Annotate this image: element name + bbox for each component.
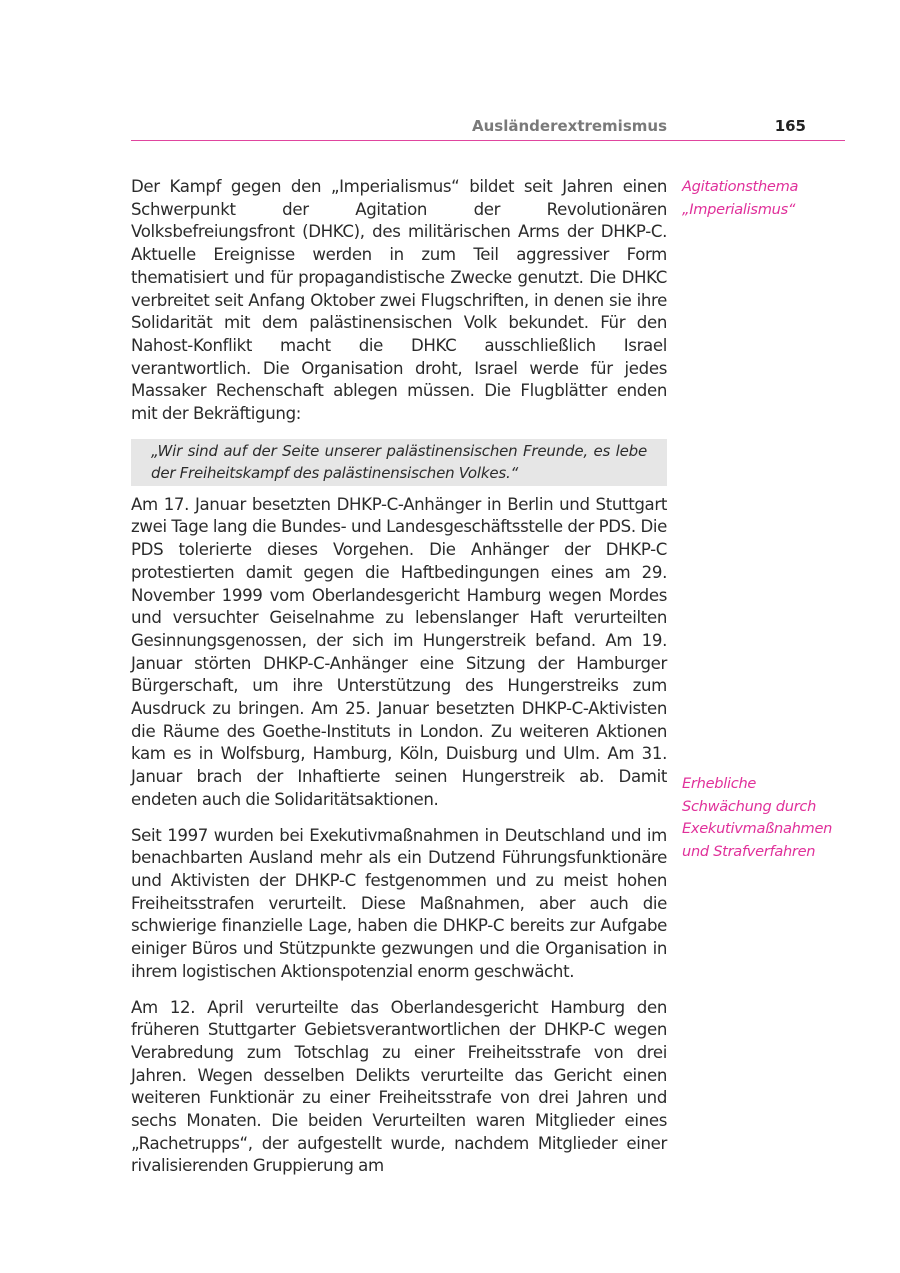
margin-note-imperialismus: Agitationsthema „Imperialismus“ (682, 178, 799, 218)
running-header-title: Ausländerextremismus (472, 117, 667, 135)
paragraph-imperialismus: Der Kampf gegen den „Imperialismus“ bildet seit Jahren einen Schwerpunkt der Agitation der Revolutionären Volksbefreiungsfront (DHKC), des militärischen Arms der DHKP-C. Aktuelle Ereignisse werden in zum Teil aggressiver Form thematisiert und für propagandistische Zwecke genutzt. Die DHKC verbreitet seit Anfang Oktober zwei Flugschriften, in denen sie ihre Solidarität mit dem palästinensischen Volk bekundet. Für den Nahost-Konflikt macht die DHKC ausschließlich Israel verantwortlich. Die Organisation droht, Israel werde für jedes Massaker Rechenschaft ablegen müssen. Die Flugblätter enden mit der Bekräftigung: (131, 177, 667, 424)
margin-note-schwaechung: Erhebliche Schwächung durch Exekutivmaßnahmen und Strafverfahren (682, 775, 833, 860)
paragraph-verurteilungen: Am 12. April verurteilte das Oberlandesgericht Hamburg den früheren Stuttgarter Gebietsverantwortlichen der DHKP-C wegen Verabredung zum Totschlag zu einer Freiheitsstrafe von drei Jahren. Wegen desselben Delikts verurteilte das Gericht einen weiteren Funktionär zu einer Freiheitsstrafe von drei Jahren und sechs Monaten. Die beiden Verurteilten waren Mitglieder eines „Rachetrupps“, der aufgestellt wurde, nachdem Mitglieder einer rivalisierenden Gruppierung am (131, 997, 667, 1176)
main-text-column (131, 176, 667, 1191)
quote-block: „Wir sind auf der Seite unserer palästinensischen Freunde, es lebe der Freiheitskampf des palästinensischen Volkes.“ (131, 439, 667, 486)
paragraph-exekutivmassnahmen: Seit 1997 wurden bei Exekutivmaßnahmen in Deutschland und im benachbarten Ausland mehr als ein Dutzend Führungsfunktionäre und Aktivisten der DHKP-C festgenommen und zu meist hohen Freiheitsstrafen verurteilt. Diese Maßnahmen, aber auch die schwierige finanzielle Lage, haben die DHKP-C bereits zur Aufgabe einiger Büros und Stützpunkte gezwungen und die Organisation in ihrem logistischen Aktionspotenzial enorm geschwächt. (131, 825, 667, 981)
header-rule (131, 140, 845, 141)
paragraph-besetzungen: Am 17. Januar besetzten DHKP-C-Anhänger in Berlin und Stuttgart zwei Tage lang die Bundes- und Landesgeschäftsstelle der PDS. Die PDS tolerierte dieses Vorgehen. Die Anhänger der DHKP-C protestierten damit gegen die Haftbedingungen eines am 29. November 1999 vom Oberlandesgericht Hamburg wegen Mordes und versuchter Geiselnahme zu lebenslanger Haft verurteilten Gesinnungsgenossen, der sich im Hungerstreik befand. Am 19. Januar störten DHKP-C-Anhänger eine Sitzung der Hamburger Bürgerschaft, um ihre Unterstützung des Hungerstreiks zum Ausdruck zu bringen. Am 25. Januar besetzten DHKP-C-Aktivisten die Räume des Goethe-Instituts in London. Zu weiteren Aktionen kam es in Wolfsburg, Hamburg, Köln, Duisburg und Ulm. Am 31. Januar brach der Inhaftierte seinen Hungerstreik ab. Damit endeten auch die Solidaritätsaktionen. (131, 494, 667, 809)
page-number: 165 (774, 117, 806, 135)
